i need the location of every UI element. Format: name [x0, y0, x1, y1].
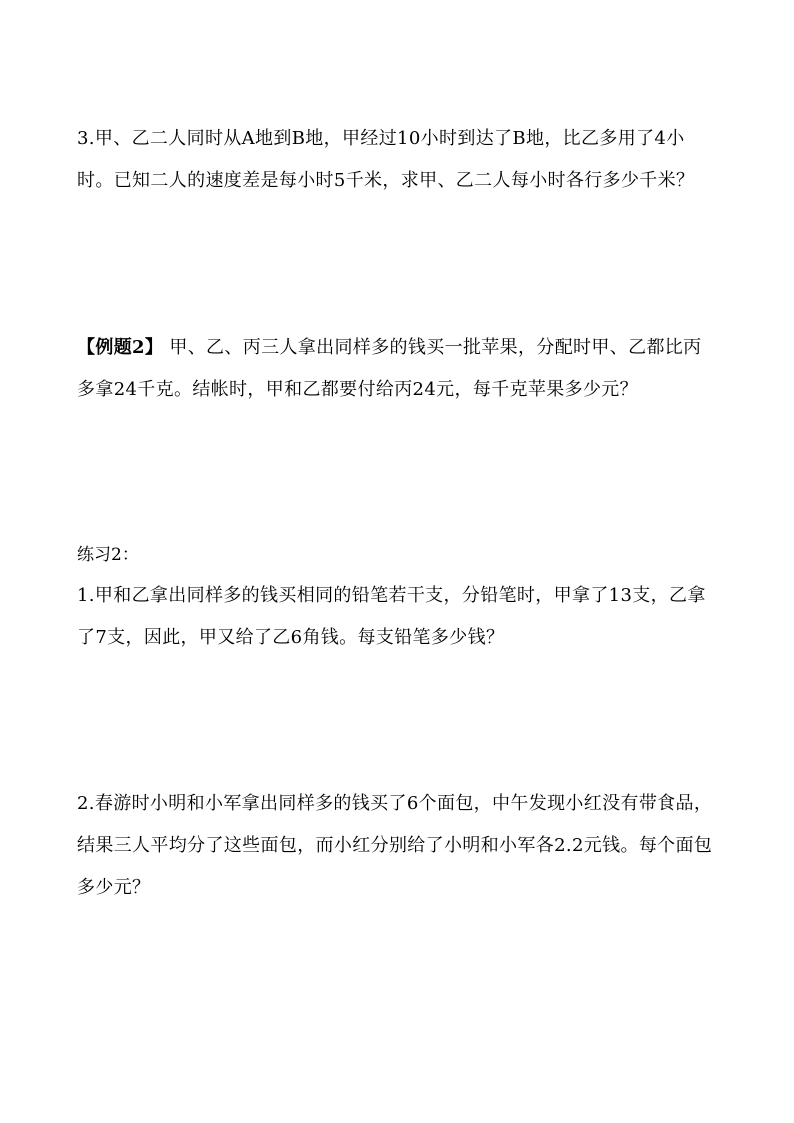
practice-2-q2-line-1: 2.春游时小明和小军拿出同样多的钱买了6个面包，中午发现小红没有带食品，	[77, 793, 713, 814]
practice-2-heading	[77, 543, 727, 567]
practice-2-title: 练习2：	[77, 545, 139, 565]
practice-2-question-2	[77, 792, 727, 900]
practice-2-q1-line-1: 1.甲和乙拿出同样多的钱买相同的铅笔若干支，分铅笔时，甲拿了13支，乙拿	[77, 585, 706, 606]
practice-2-q1-line-2: 了7支，因此，甲又给了乙6角钱。每支铅笔多少钱？	[77, 627, 505, 648]
practice-2-q2-line-3: 多少元？	[77, 877, 151, 898]
practice-2-question-1	[77, 584, 727, 650]
example-2-line-2: 多拿24千克。结帐时，甲和乙都要付给丙24元，每千克苹果多少元？	[77, 379, 639, 400]
problem-3-line-2: 时。已知二人的速度差是每小时5千米，求甲、乙二人每小时各行多少千米？	[77, 170, 695, 191]
example-2	[77, 336, 727, 402]
example-2-tag: 【例题2】	[77, 337, 164, 358]
problem-3	[77, 127, 727, 193]
example-2-line-1-text: 甲、乙、丙三人拿出同样多的钱买一批苹果，分配时甲、乙都比丙	[163, 337, 702, 358]
problem-3-line-1: 3.甲、乙二人同时从A地到B地，甲经过10小时到达了B地，比乙多用了4小	[77, 128, 685, 149]
example-2-line-1	[77, 336, 727, 360]
practice-2-q2-line-2: 结果三人平均分了这些面包，而小红分别给了小明和小军各2.2元钱。每个面包	[77, 835, 713, 856]
